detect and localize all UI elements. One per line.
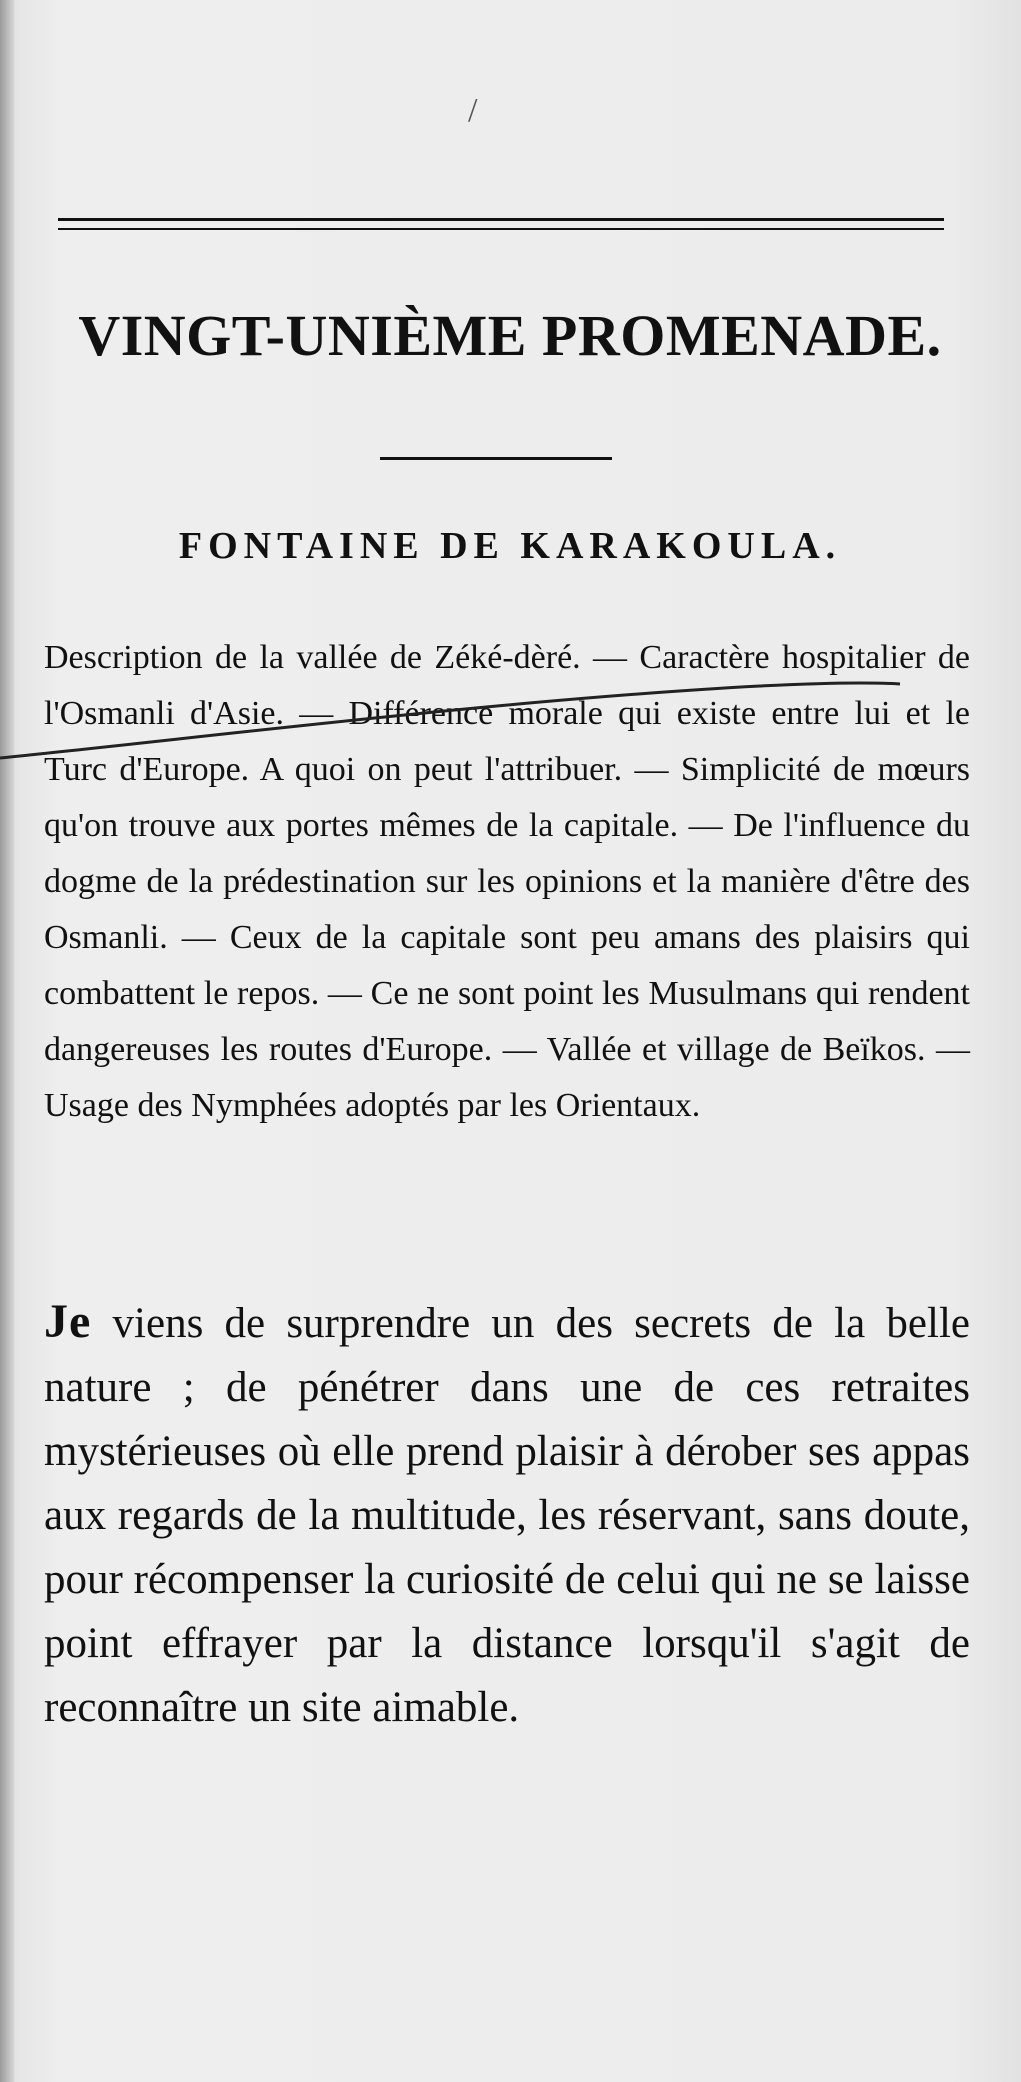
body-text: viens de surprendre un des secrets de la belle nature ; de pénétrer dans une de ces retraites mystérieuses où elle prend plaisir à dérober ses appas aux regards de la multitude, les réservant, sans doute, pour récompenser la curiosité de celui qui ne se laisse point effrayer par la distance lorsqu'il s'agit de reconnaître un site aimable. <box>44 1300 970 1731</box>
drop-cap: Je <box>44 1295 92 1348</box>
header-double-rule <box>58 218 944 230</box>
body-paragraph <box>44 1290 970 1740</box>
chapter-title: VINGT-UNIÈME PROMENADE. <box>78 303 942 368</box>
page-gutter-shadow <box>0 0 14 2082</box>
page-marker: / <box>468 92 478 129</box>
title-divider <box>380 457 612 460</box>
chapter-summary: Description de la vallée de Zéké-dèré. — Caractère hospitalier de l'Osmanli d'Asie. — Différence morale qui existe entre lui et le Turc d'Europe. A quoi on peut l'attribuer. — Simplicité de mœurs qu'on trouve aux portes mêmes de la capitale. — De l'influence du dogme de la prédestination sur les opinions et la manière d'être des Osmanli. — Ceux de la capitale sont peu amans des plaisirs qui combattent le repos. — Ce ne sont point les Musulmans qui rendent dangereuses les routes d'Europe. — Vallée et village de Beïkos. — Usage des Nymphées adoptés par les Orientaux. <box>44 639 970 1124</box>
chapter-subtitle: FONTAINE DE KARAKOULA. <box>178 525 842 567</box>
